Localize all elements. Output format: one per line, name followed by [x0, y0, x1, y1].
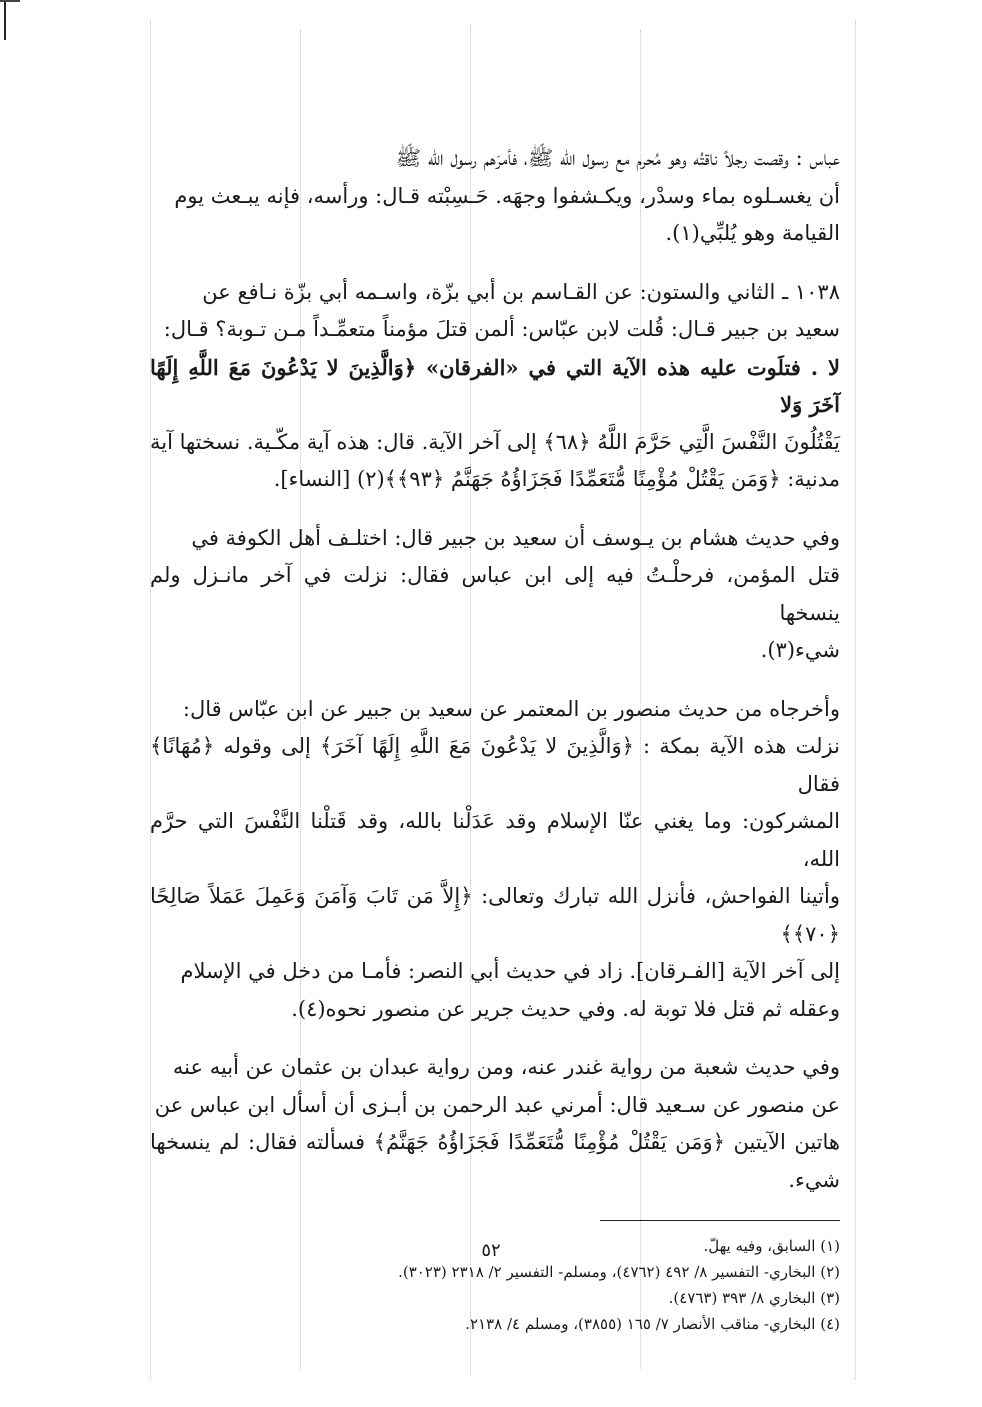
- footnote-4: (٤) البخاري- مناقب الأنصار ٧/ ١٦٥ (٣٨٥٥)، ومسلم ٤/ ٢١٣٨.: [465, 1315, 840, 1333]
- text-line: وفي حديث شعبة من رواية غندر عنه، ومن رواية عبدان بن عثمان عن أبيه عنه: [172, 1055, 840, 1079]
- text-line: القيامة وهو يُلبِّي(١).: [665, 221, 840, 245]
- text-line: شيء(٣).: [760, 638, 840, 662]
- scan-edge-mark-top: [0, 0, 20, 2]
- text-line: يَقْتُلُونَ النَّفْسَ الَّتِي حَرَّمَ اللَّهُ ﴿٦٨﴾ إلى آخر الآية. قال: هذه آية مكّـية. نسختها آية: [149, 429, 840, 454]
- text-line: أن يغسـلوه بماء وسدْر، ويكـشفوا وجهَه. حَـسِبْته قـال: ورأسه، فإنه يبـعث يوم: [174, 183, 840, 208]
- paragraph-3: [150, 520, 840, 670]
- footnote-separator: [600, 1220, 840, 1221]
- paragraph-2: [150, 274, 840, 499]
- text-line: مدنية: ﴿وَمَن يَقْتُلْ مُؤْمِنًا مُّتَعَمِّدًا فَجَزَاؤُهُ جَهَنَّمُ ﴿٩٣﴾﴾(٢) [النساء].: [273, 467, 840, 491]
- text-line: وعقله ثم قتل فلا توبة له. وفي حديث جرير عن منصور نحوه(٤).: [291, 996, 840, 1021]
- text-line: إلى آخر الآية [الفـرقان]. زاد في حديث أبي النصر: فأمـا من دخل في الإسلام: [180, 959, 840, 983]
- footnote-2: (٢) البخاري- التفسير ٨/ ٤٩٢ (٤٧٦٢)، ومسلم- التفسير ٢/ ٢٣١٨ (٣٠٢٣).: [398, 1263, 840, 1281]
- page-number: ٥٢: [481, 1240, 501, 1261]
- text-line: هاتين الآيتين ﴿وَمَن يَقْتُلْ مُؤْمِنًا مُّتَعَمِّدًا فَجَزَاؤُهُ جَهَنَّمُ﴾ فسألته فقال: لم ينسخها شيء.: [150, 1130, 840, 1192]
- footnote-3: (٣) البخاري ٨/ ٣٩٣ (٤٧٦٣).: [668, 1289, 840, 1307]
- text-line: نزلت هذه الآية بمكة : ﴿وَالَّذِينَ لا يَدْعُونَ مَعَ اللَّهِ إِلَهًا آخَرَ﴾ إلى وقوله ﴿مُهَانًا﴾ فقال: [150, 734, 840, 796]
- paragraph-4: [150, 691, 840, 1029]
- text-line: ١٠٣٨ ـ الثاني والستون: عن القـاسم بن أبي بزّة، واسـمه أبي بزّة نـافع عن: [202, 279, 840, 304]
- text-line: قتل المؤمن، فرحلْـتُ فيه إلى ابن عباس فقال: نزلت في آخر مانـزل ولم ينسخها: [150, 563, 840, 625]
- paragraph-1: [150, 140, 840, 253]
- scan-edge-mark: [4, 0, 6, 40]
- text-line: وفي حديث هشام بن يـوسف أن سعيد بن جبير قال: اختلـف أهل الكوفة في: [191, 525, 840, 550]
- text-line: عن منصور عن سـعيد قال: أمرني عبد الرحمن بن أبـزى أن أسأل ابن عباس عن: [154, 1092, 840, 1117]
- scan-guide-line: [855, 20, 857, 1380]
- text-line: وأتينا الفواحش، فأنزل الله تبارك وتعالى: ﴿إِلاَّ مَن تَابَ وَآمَنَ وَعَمِلَ عَمَلاً صَالِحًا ﴿٧٠﴾﴾: [150, 884, 840, 946]
- text-line: المشركون: وما يغني عنّا الإسلام وقد عَدَلْنا بالله، وقد قَتلْنا النَّفْسَ التي حرَّم الله،: [150, 809, 840, 871]
- text-line: سعيد بن جبير قـال: قُلت لابن عبّاس: ألمن قتلَ مؤمناً متعمِّـداً مـن تـوبة؟ قـال:: [163, 317, 840, 341]
- footnote-1: (١) السابق، وفيه يهلّ.: [703, 1237, 840, 1255]
- paragraph-5: [150, 1049, 840, 1199]
- page-body: [150, 140, 840, 1337]
- text-line: لا . فتلَوت عليه هذه الآية التي في «الفرقان» ﴿وَالَّذِينَ لا يَدْعُونَ مَعَ اللَّهِ إِلَهًا آخَرَ وَلا: [150, 354, 840, 417]
- text-line: عباس : وقصت رجلاً ناقتُه وهو مُحرم مع رسول الله ﷺ، فأمرَهم رسول الله ﷺ: [395, 146, 840, 170]
- text-line: وأخرجاه من حديث منصور بن المعتمر عن سعيد بن جبير عن ابن عبّاس قال:: [182, 696, 840, 721]
